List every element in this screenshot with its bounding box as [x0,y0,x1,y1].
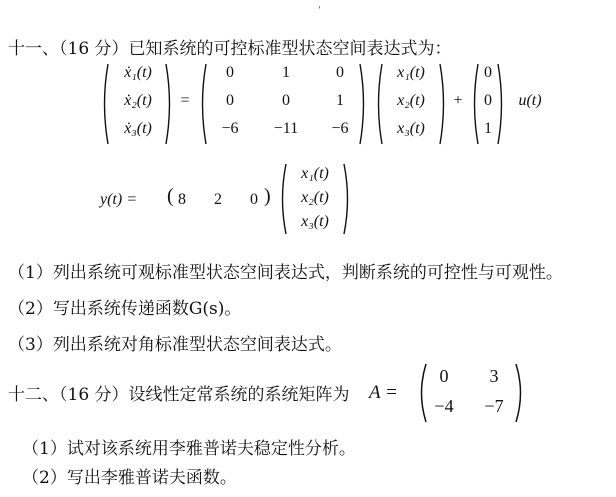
matrix-a-cell: −11 [273,120,299,137]
matrix-a-left-paren [198,62,208,146]
b-cell: 0 [484,64,492,81]
stray-mark: ˈ [318,6,321,17]
lhs-left-paren [100,62,110,146]
x-right-paren [438,62,448,146]
c-right-paren: ) [264,185,271,207]
matrix-a-cell: 0 [336,64,344,81]
q12-header: 十二、（16 分）设线性定常系统的系统矩阵为 [8,385,350,405]
x-row-3: x₃(t) [397,120,425,137]
q12-matrix-cell: 0 [439,366,449,386]
x2-row-1: x₁(t) [301,165,329,182]
matrix-a-cell: 0 [226,92,234,109]
x2-row-3: x₃(t) [301,213,329,230]
q12-matrix-right-paren [514,362,526,424]
b-cell: 0 [484,92,492,109]
x2-right-paren [342,162,352,236]
matrix-a-cell: 1 [336,92,344,109]
b-left-paren [470,62,480,146]
plus-sign: + [453,92,463,109]
lhs-row-2: ẋ₂(t) [124,92,152,109]
q12-matrix-cell: −7 [484,396,504,416]
c-left-paren: ( [167,185,174,207]
q11-header: 十一、（16 分）已知系统的可控标准型状态空间表达式为： [8,39,452,59]
q12-matrix-cell: −4 [434,396,454,416]
b-cell: 1 [484,120,492,137]
matrix-a-right-paren [358,62,368,146]
x-left-paren [374,62,384,146]
q12-a-label: A = [369,382,398,403]
matrix-a-cell: 1 [282,64,290,81]
q12-item-2: （2）写出李雅普诺夫函数。 [22,468,237,488]
matrix-a-cell: 0 [282,92,290,109]
x-row-1: x₁(t) [397,64,425,81]
q12-matrix-cell: 3 [489,366,499,386]
lhs-row-1: ẋ₁(t) [124,64,152,81]
q11-item-1: （1）列出系统可观标准型状态空间表达式，判断系统的可控性与可观性。 [8,263,563,283]
matrix-a-cell: 0 [226,64,234,81]
x2-left-paren [278,162,288,236]
q12-item-1: （1）试对该系统用李雅普诺夫稳定性分析。 [22,439,356,459]
equals-sign: = [180,92,190,109]
matrix-a-cell: −6 [331,120,349,137]
c-cell: 2 [214,191,222,208]
lhs-right-paren [164,62,174,146]
input-u: u(t) [518,92,542,109]
lhs-row-3: ẋ₃(t) [124,120,152,137]
q11-item-2: （2）写出系统传递函数G(s)。 [8,299,242,319]
c-cell: 8 [178,191,186,208]
c-cell: 0 [250,191,258,208]
matrix-a-cell: −6 [221,120,239,137]
output-lhs: y(t) = [100,191,137,208]
q11-item-3: （3）列出系统对角标准型状态空间表达式。 [8,335,342,355]
x2-row-2: x₂(t) [301,189,329,206]
b-right-paren [496,62,506,146]
x-row-2: x₂(t) [397,92,425,109]
